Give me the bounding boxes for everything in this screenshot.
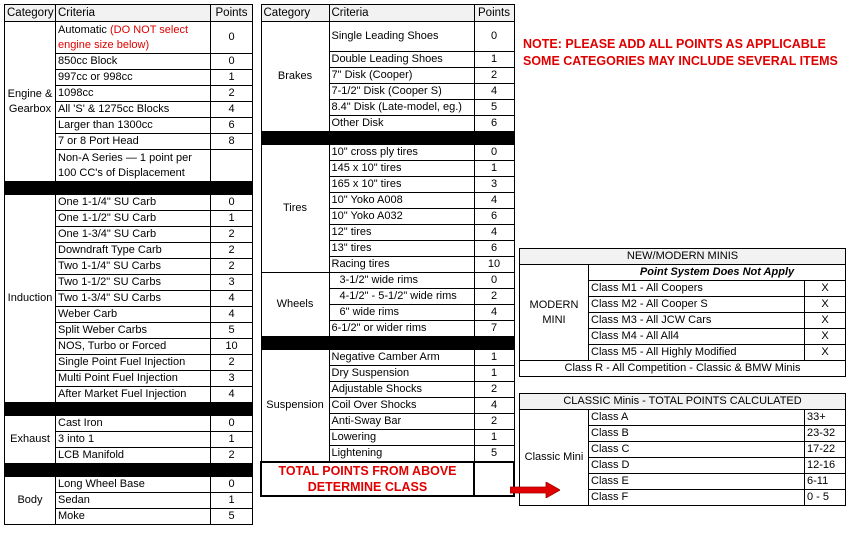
modern-title: NEW/MODERN MINIS [520,249,846,265]
points-cell: 4 [211,387,253,403]
category-body: Body [5,477,56,525]
arrow-right-icon [510,482,560,498]
criteria-cell: Two 1-3/4" SU Carbs [56,291,211,307]
points-cell: 5 [474,100,514,116]
category-brakes: Brakes [261,22,329,132]
criteria-cell: Weber Carb [56,307,211,323]
points-cell: 0 [211,54,253,70]
criteria-cell: Adjustable Shocks [329,382,474,398]
criteria-cell: Single Point Fuel Injection [56,355,211,371]
points-cell: 1 [474,430,514,446]
modern-footer: Class R - All Competition - Classic & BMW Minis [520,361,846,377]
category-tires: Tires [261,145,329,273]
category-suspension: Suspension [261,350,329,463]
classic-range: 12-16 [805,458,846,474]
points-cell: 3 [211,275,253,291]
modern-mark: X [805,329,846,345]
points-cell: 2 [474,289,514,305]
points-cell: 4 [474,193,514,209]
criteria-cell: Larger than 1300cc [56,118,211,134]
points-cell: 0 [474,22,514,52]
middle-points-table [260,4,515,497]
criteria-cell: 850cc Block [56,54,211,70]
classic-title: CLASSIC Minis - TOTAL POINTS CALCULATED [520,394,846,410]
points-cell: 4 [474,305,514,321]
automatic-note: (DO NOT select engine size below) [58,23,188,51]
criteria-cell: Non-A Series — 1 point per 100 CC's of Displacement [56,150,211,182]
points-cell: 2 [211,355,253,371]
left-points-table [4,4,253,525]
criteria-cell: Lowering [329,430,474,446]
criteria-cell: Sedan [56,493,211,509]
criteria-cell: 7 or 8 Port Head [56,134,211,150]
criteria-cell: Single Leading Shoes [329,22,474,52]
separator-row [5,464,253,477]
classic-range: 23-32 [805,426,846,442]
criteria-cell: 3 into 1 [56,432,211,448]
header-points: Points [211,5,253,22]
criteria-cell: 3-1/2" wide rims [329,273,474,289]
criteria-cell: One 1-3/4" SU Carb [56,227,211,243]
points-cell: 2 [211,243,253,259]
points-cell: 6 [474,241,514,257]
criteria-cell: LCB Manifold [56,448,211,464]
criteria-cell: 7" Disk (Cooper) [329,68,474,84]
points-cell: 1 [474,350,514,366]
note-line-1: NOTE: PLEASE ADD ALL POINTS AS APPLICABLE [523,37,826,51]
classic-class: Class B [589,426,805,442]
criteria-cell: 10" cross ply tires [329,145,474,161]
modern-class: Class M1 - All Coopers [589,281,805,297]
criteria-cell: 13" tires [329,241,474,257]
category-exhaust: Exhaust [5,416,56,464]
modern-subtitle: Point System Does Not Apply [589,265,846,281]
classic-category: Classic Mini [520,410,589,506]
classic-range: 6-11 [805,474,846,490]
modern-class: Class M5 - All Highly Modified [589,345,805,361]
criteria-cell: Other Disk [329,116,474,132]
classic-class: Class C [589,442,805,458]
points-cell: 1 [474,161,514,177]
header-criteria: Criteria [56,5,211,22]
points-cell: 7 [474,321,514,337]
points-cell: 2 [211,227,253,243]
points-cell: 1 [211,70,253,86]
header-category: Category [261,5,329,22]
points-cell: 4 [474,225,514,241]
points-cell: 10 [474,257,514,273]
points-cell [211,150,253,182]
separator-row [261,337,514,350]
criteria-cell: 145 x 10" tires [329,161,474,177]
criteria-cell: Cast Iron [56,416,211,432]
criteria-cell: Long Wheel Base [56,477,211,493]
points-cell: 1 [211,493,253,509]
points-cell: 6 [474,209,514,225]
points-cell: 0 [211,22,253,54]
criteria-cell: Anti-Sway Bar [329,414,474,430]
separator-row [5,403,253,416]
criteria-cell: All 'S' & 1275cc Blocks [56,102,211,118]
criteria-cell: After Market Fuel Injection [56,387,211,403]
modern-class: Class M3 - All JCW Cars [589,313,805,329]
criteria-cell: 997cc or 998cc [56,70,211,86]
classic-range: 33+ [805,410,846,426]
points-cell: 3 [211,371,253,387]
points-cell: 2 [211,448,253,464]
criteria-cell: One 1-1/4" SU Carb [56,195,211,211]
modern-minis-table [519,248,846,377]
points-cell: 4 [211,102,253,118]
criteria-cell: Negative Camber Arm [329,350,474,366]
criteria-cell: 7-1/2" Disk (Cooper S) [329,84,474,100]
separator-row [261,132,514,145]
criteria-cell: Double Leading Shoes [329,52,474,68]
points-cell: 4 [474,398,514,414]
criteria-cell: 165 x 10" tires [329,177,474,193]
classic-minis-table [519,393,846,506]
total-points-value [474,462,514,496]
criteria-cell: 10" Yoko A032 [329,209,474,225]
separator-row [5,182,253,195]
criteria-cell: 10" Yoko A008 [329,193,474,209]
points-cell: 2 [211,86,253,102]
points-cell: 0 [211,195,253,211]
points-cell: 2 [211,259,253,275]
criteria-cell: Moke [56,509,211,525]
header-category: Category [5,5,56,22]
classic-class: Class F [589,490,805,506]
criteria-cell: 8.4" Disk (Late-model, eg.) [329,100,474,116]
modern-mark: X [805,313,846,329]
classic-range: 0 - 5 [805,490,846,506]
criteria-cell: Two 1-1/4" SU Carbs [56,259,211,275]
points-cell: 0 [211,416,253,432]
criteria-cell: Split Weber Carbs [56,323,211,339]
modern-mark: X [805,345,846,361]
modern-category: MODERN MINI [520,265,589,361]
points-cell: 1 [474,52,514,68]
points-cell: 6 [474,116,514,132]
criteria-cell: 1098cc [56,86,211,102]
criteria-cell: Multi Point Fuel Injection [56,371,211,387]
criteria-cell: Coil Over Shocks [329,398,474,414]
points-cell: 0 [211,477,253,493]
modern-class: Class M4 - All All4 [589,329,805,345]
points-cell: 2 [474,382,514,398]
points-cell: 2 [474,414,514,430]
points-cell: 4 [474,84,514,100]
points-cell: 1 [474,366,514,382]
criteria-cell: 4-1/2" - 5-1/2" wide rims [329,289,474,305]
points-cell: 8 [211,134,253,150]
criteria-automatic: Automatic (DO NOT select engine size below) [56,22,211,54]
classic-class: Class E [589,474,805,490]
criteria-cell: Racing tires [329,257,474,273]
modern-mark: X [805,297,846,313]
criteria-cell: One 1-1/2" SU Carb [56,211,211,227]
points-cell: 3 [474,177,514,193]
points-cell: 2 [474,68,514,84]
criteria-cell: 12" tires [329,225,474,241]
criteria-cell: 6-1/2" or wider rims [329,321,474,337]
classic-class: Class A [589,410,805,426]
criteria-cell: Downdraft Type Carb [56,243,211,259]
modern-class: Class M2 - All Cooper S [589,297,805,313]
criteria-cell: NOS, Turbo or Forced [56,339,211,355]
criteria-cell: Dry Suspension [329,366,474,382]
header-points: Points [474,5,514,22]
points-cell: 4 [211,291,253,307]
points-cell: 5 [474,446,514,463]
points-cell: 5 [211,509,253,525]
classic-class: Class D [589,458,805,474]
points-cell: 6 [211,118,253,134]
modern-mark: X [805,281,846,297]
criteria-cell: 6" wide rims [329,305,474,321]
points-cell: 5 [211,323,253,339]
criteria-cell: Two 1-1/2" SU Carbs [56,275,211,291]
points-note [523,36,838,70]
category-induction: Induction [5,195,56,403]
category-engine: Engine & Gearbox [5,22,56,182]
points-cell: 1 [211,211,253,227]
points-cell: 4 [211,307,253,323]
classic-range: 17-22 [805,442,846,458]
points-cell: 1 [211,432,253,448]
note-line-2: SOME CATEGORIES MAY INCLUDE SEVERAL ITEMS [523,54,838,68]
criteria-cell: Lightening [329,446,474,463]
points-cell: 10 [211,339,253,355]
points-cell: 0 [474,273,514,289]
category-wheels: Wheels [261,273,329,337]
points-cell: 0 [474,145,514,161]
header-criteria: Criteria [329,5,474,22]
total-points-label: TOTAL POINTS FROM ABOVE DETERMINE CLASS [261,462,474,496]
